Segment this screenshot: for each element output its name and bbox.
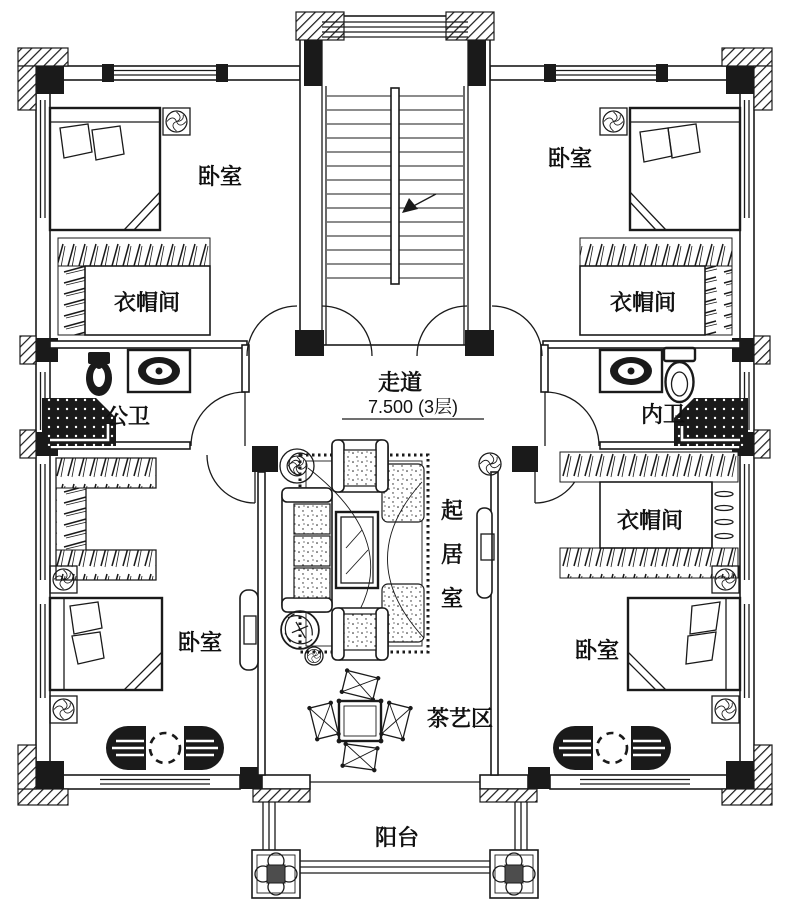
shower-icon bbox=[674, 398, 748, 446]
nightstand-lamp-icon bbox=[53, 699, 74, 720]
bed-bottom-right bbox=[628, 598, 740, 690]
room-label-cloakroom-top-right: 衣帽间 bbox=[609, 290, 677, 315]
nightstand-lamp-icon bbox=[166, 111, 187, 132]
tea-chair bbox=[307, 700, 341, 742]
bed-bottom-left bbox=[50, 598, 162, 690]
sofa bbox=[282, 488, 332, 612]
room-label-bedroom-top-left: 卧室 bbox=[197, 164, 243, 189]
round-table bbox=[150, 733, 180, 763]
lounge-chairs-round-table bbox=[106, 726, 224, 770]
room-label-bath-public: 公卫 bbox=[105, 404, 151, 429]
balcony-post bbox=[490, 850, 538, 898]
wardrobe-rack bbox=[56, 458, 156, 580]
round-table bbox=[597, 733, 627, 763]
bed-top-left bbox=[50, 108, 190, 230]
room-label-living-2: 居 bbox=[440, 542, 464, 567]
room-label-tea-area: 茶艺区 bbox=[426, 706, 494, 731]
nightstand-lamp-icon bbox=[715, 699, 736, 720]
armchair bbox=[332, 608, 388, 660]
room-label-bath-ensuite: 内卫 bbox=[640, 402, 686, 427]
tea-table bbox=[337, 699, 384, 744]
room-label-living-3: 室 bbox=[440, 586, 464, 611]
toilet-icon bbox=[664, 348, 695, 402]
room-label-corridor: 走道 bbox=[377, 370, 423, 395]
staircase bbox=[296, 12, 494, 345]
lounge-chairs-round-table bbox=[553, 726, 671, 770]
nightstand-lamp-icon bbox=[603, 111, 624, 132]
washbasin-icon bbox=[128, 350, 190, 392]
bed-top-right bbox=[600, 108, 740, 230]
wardrobe-rack bbox=[580, 238, 732, 335]
shower-icon bbox=[42, 398, 116, 446]
tea-chair bbox=[340, 741, 380, 772]
room-label-cloakroom-right: 衣帽间 bbox=[616, 508, 684, 533]
tea-chair bbox=[339, 668, 381, 702]
plant-icon bbox=[479, 453, 501, 475]
wall-cabinet bbox=[477, 508, 494, 598]
room-label-bedroom-bottom-right: 卧室 bbox=[574, 638, 620, 663]
room-label-cloakroom-top-left: 衣帽间 bbox=[113, 290, 181, 315]
room-label-living-1: 起 bbox=[440, 498, 464, 523]
tea-chair bbox=[379, 700, 413, 742]
toilet-icon bbox=[86, 352, 112, 396]
armchair bbox=[332, 440, 388, 492]
washbasin-icon bbox=[600, 350, 662, 392]
tv-cabinet bbox=[240, 590, 258, 670]
room-label-balcony: 阳台 bbox=[374, 825, 420, 850]
wardrobe-rack bbox=[58, 238, 210, 335]
room-label-bedroom-bottom-left: 卧室 bbox=[177, 630, 223, 655]
elevation-label: 7.500 (3层) bbox=[367, 397, 459, 417]
balcony-post bbox=[252, 850, 300, 898]
handrail bbox=[391, 88, 399, 284]
room-label-bedroom-top-right: 卧室 bbox=[547, 146, 593, 171]
